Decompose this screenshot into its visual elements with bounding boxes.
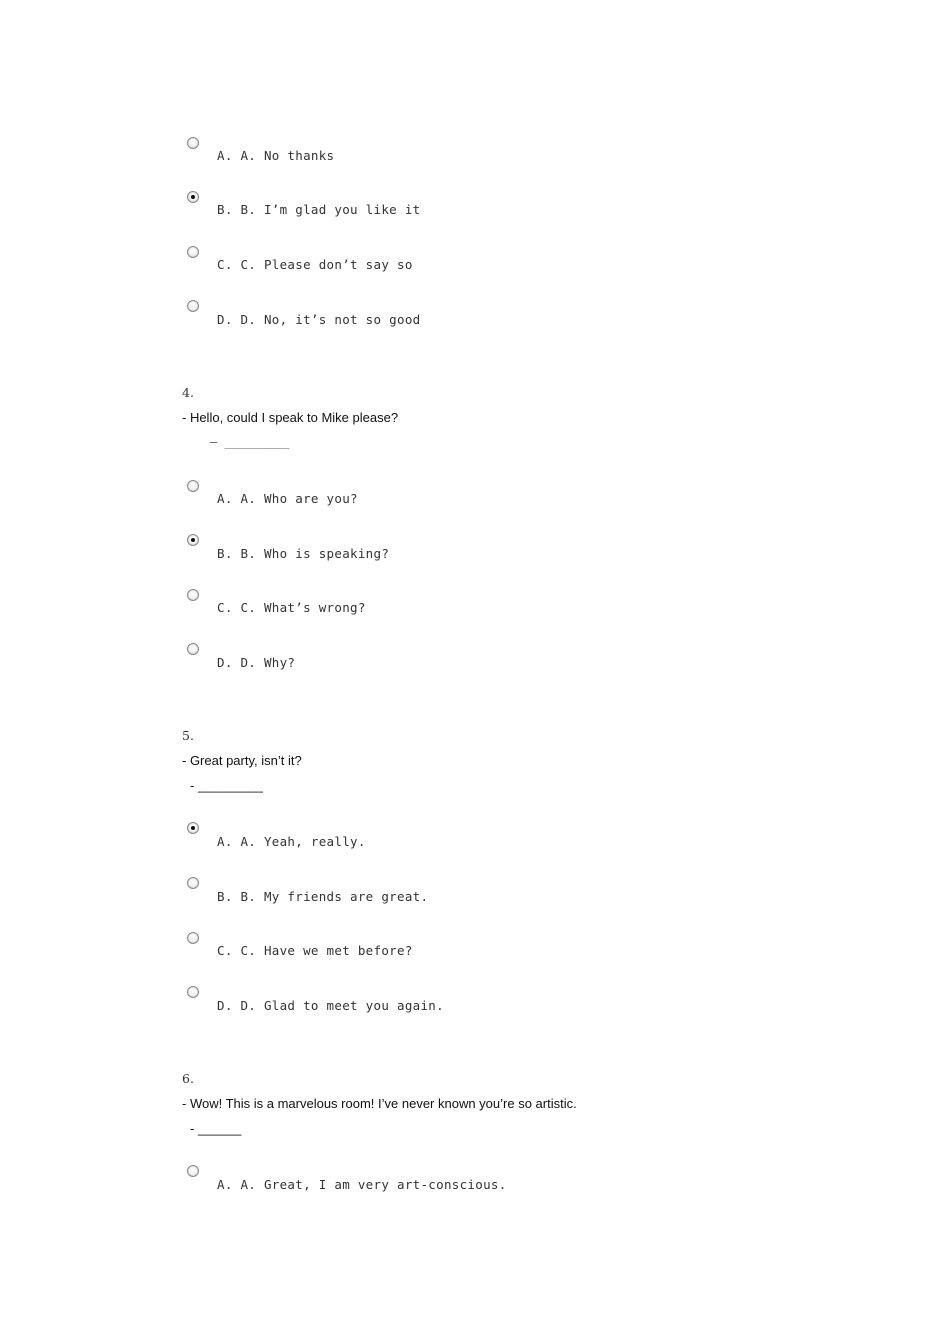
- q4-option-b-label: B. B. Who is speaking?: [217, 546, 390, 561]
- q5-number: 5.: [182, 728, 194, 743]
- q4-option-a-radio[interactable]: [187, 480, 199, 492]
- q6-option-a-label: A. A. Great, I am very art-conscious.: [217, 1177, 507, 1192]
- q4-number: 4.: [182, 385, 194, 400]
- q6-number: 6.: [182, 1071, 194, 1086]
- q3-option-c-label: C. C. Please don’t say so: [217, 257, 413, 272]
- q4-option-d-radio[interactable]: [187, 643, 199, 655]
- q5-prompt: - Great party, isn’t it?: [182, 753, 302, 768]
- q4-option-b-radio[interactable]: [187, 534, 199, 546]
- q3-option-d-radio[interactable]: [187, 300, 199, 312]
- q5-option-d-radio[interactable]: [187, 986, 199, 998]
- q5-option-c-label: C. C. Have we met before?: [217, 943, 413, 958]
- q4-option-a-label: A. A. Who are you?: [217, 491, 358, 506]
- q5-answer-blank: - _________: [190, 778, 264, 793]
- q3-option-d-label: D. D. No, it’s not so good: [217, 312, 421, 327]
- q6-option-a-radio[interactable]: [187, 1165, 199, 1177]
- q3-option-b-label: B. B. I’m glad you like it: [217, 202, 421, 217]
- q4-option-c-radio[interactable]: [187, 589, 199, 601]
- q3-option-b-radio[interactable]: [187, 191, 199, 203]
- q5-option-b-radio[interactable]: [187, 877, 199, 889]
- q5-option-c-radio[interactable]: [187, 932, 199, 944]
- q6-answer-blank: - ______: [190, 1121, 242, 1136]
- q4-answer-blank: – _________: [210, 435, 290, 449]
- q4-option-d-label: D. D. Why?: [217, 655, 296, 670]
- q4-prompt: - Hello, could I speak to Mike please?: [182, 410, 399, 425]
- q3-option-c-radio[interactable]: [187, 246, 199, 258]
- q5-option-a-radio[interactable]: [187, 822, 199, 834]
- q3-option-a-label: A. A. No thanks: [217, 148, 335, 163]
- q6-prompt: - Wow! This is a marvelous room! I’ve never known you’re so artistic.: [182, 1096, 577, 1111]
- q5-option-b-label: B. B. My friends are great.: [217, 889, 429, 904]
- q4-option-c-label: C. C. What’s wrong?: [217, 600, 366, 615]
- q5-option-a-label: A. A. Yeah, really.: [217, 834, 366, 849]
- q5-option-d-label: D. D. Glad to meet you again.: [217, 998, 444, 1013]
- q3-option-a-radio[interactable]: [187, 137, 199, 149]
